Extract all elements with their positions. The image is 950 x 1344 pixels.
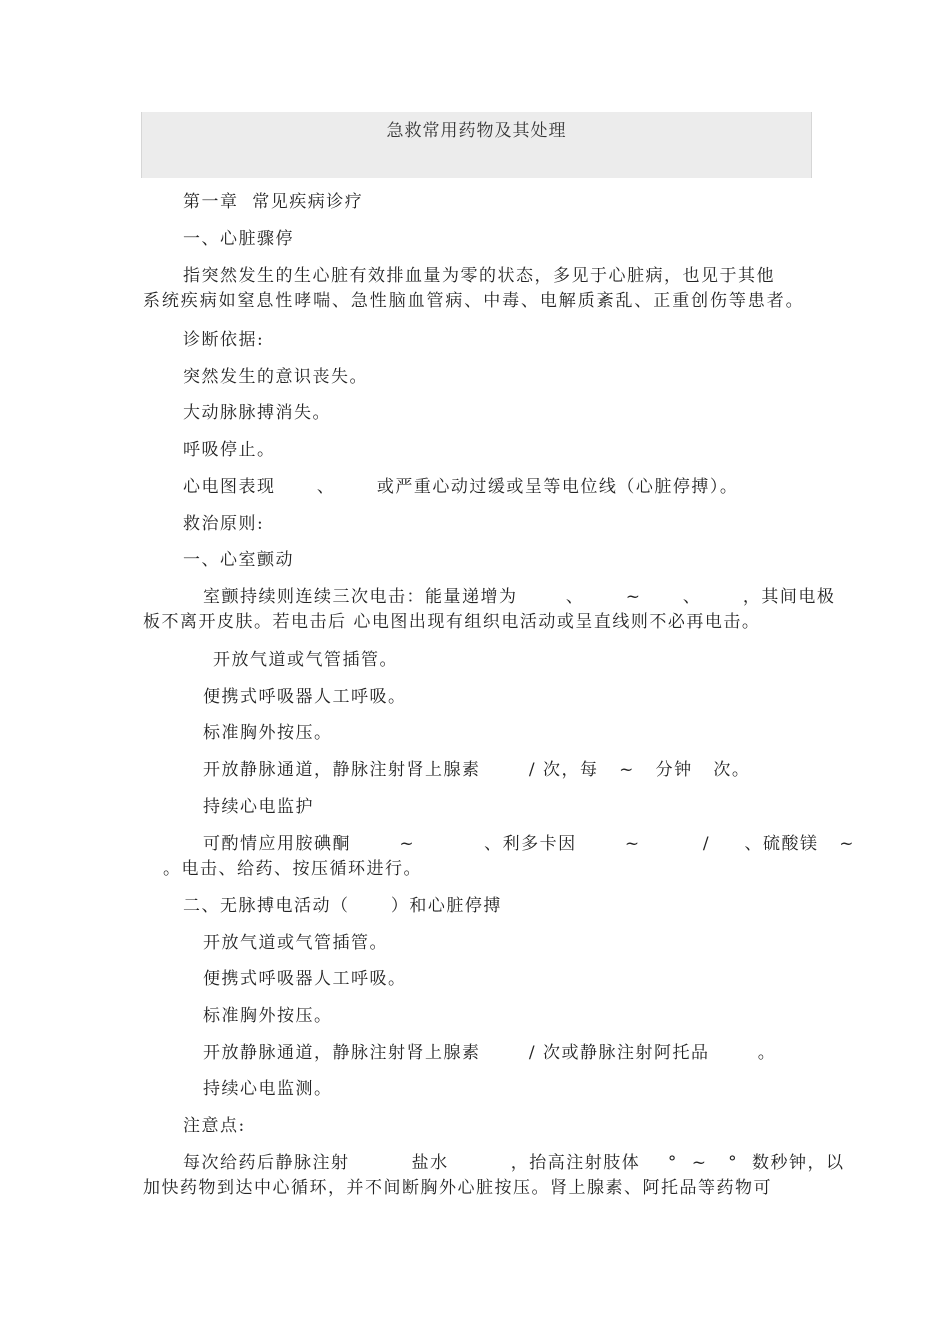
paragraph-line: 室颤持续则连续三次电击：能量递增为 、 ~ 、 ，其间电极: [203, 587, 836, 607]
paragraph-line: 突然发生的意识丧失。: [183, 367, 368, 387]
section-heading: 二、无脉搏电活动（ ）和心脏停搏: [183, 896, 502, 916]
paragraph-line: 开放静脉通道，静脉注射肾上腺素 / 次或静脉注射阿托品 。: [203, 1043, 777, 1063]
subheading: 注意点:: [183, 1116, 246, 1136]
paragraph-line: 开放气道或气管插管。: [213, 650, 398, 670]
paragraph-line: 便携式呼吸器人工呼吸。: [203, 687, 407, 707]
paragraph-line: 每次给药后静脉注射 盐水 ，抬高注射肢体 ° ~ ° 数秒钟，以: [183, 1153, 845, 1173]
paragraph-line: 系统疾病如窒息性哮喘、急性脑血管病、中毒、电解质紊乱、正重创伤等患者。: [143, 291, 805, 311]
paragraph-line: 大动脉脉搏消失。: [183, 403, 331, 423]
paragraph-line: 标准胸外按压。: [203, 723, 333, 743]
document-title: 急救常用药物及其处理: [386, 121, 567, 141]
subheading: 诊断依据:: [183, 330, 265, 350]
paragraph-line: 指突然发生的生心脏有效排血量为零的状态，多见于心脏病，也见于其他: [183, 266, 775, 286]
paragraph-line: 心电图表现 、 或严重心动过缓或呈等电位线（心脏停搏）。: [183, 477, 739, 497]
paragraph-line: 呼吸停止。: [183, 440, 276, 460]
chapter-heading: 第一章 常见疾病诊疗: [183, 192, 364, 212]
paragraph-line: 便携式呼吸器人工呼吸。: [203, 969, 407, 989]
section-heading: 一、心脏骤停: [183, 229, 294, 249]
paragraph-line: 板不离开皮肤。若电击后 心电图出现有组织电活动或呈直线则不必再电击。: [143, 612, 761, 632]
section-heading: 一、心室颤动: [183, 550, 294, 570]
paragraph-line: 开放气道或气管插管。: [203, 933, 388, 953]
paragraph-line: 持续心电监测。: [203, 1079, 333, 1099]
title-banner: [141, 112, 812, 178]
paragraph-line: 可酌情应用胺碘酮 ~ 、利多卡因 ~ / 、硫酸镁 ~: [203, 834, 856, 854]
paragraph-line: 加快药物到达中心循环，并不间断胸外心脏按压。肾上腺素、阿托品等药物可: [143, 1178, 772, 1198]
paragraph-line: 持续心电监护: [203, 797, 314, 817]
paragraph-line: 。电击、给药、按压循环进行。: [163, 859, 422, 879]
subheading: 救治原则:: [183, 514, 265, 534]
paragraph-line: 标准胸外按压。: [203, 1006, 333, 1026]
paragraph-line: 开放静脉通道，静脉注射肾上腺素 / 次，每 ~ 分钟 次。: [203, 760, 751, 780]
